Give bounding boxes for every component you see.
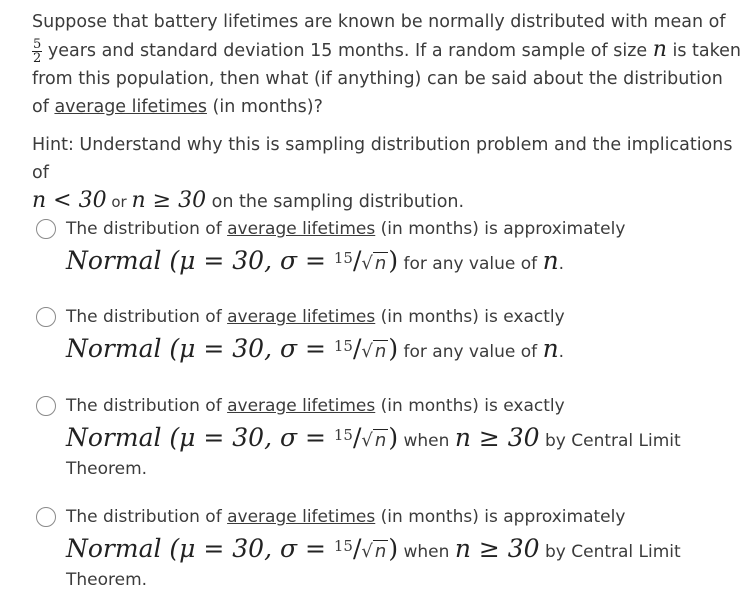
sigma-slash: / — [352, 534, 362, 563]
mean-fraction-numerator: 5 — [33, 36, 42, 52]
question-text — [32, 8, 744, 121]
option-underlined-term: average lifetimes — [227, 396, 376, 416]
option-line1 — [66, 304, 736, 330]
option-pre: The distribution of — [66, 307, 228, 327]
option-pre: The distribution of — [66, 507, 228, 527]
question-part3: is taken from this population, then what (if anything) can be said about the distribution of — [32, 41, 741, 117]
option-line1 — [66, 216, 736, 242]
question-underlined-term: average lifetimes — [54, 97, 207, 117]
hint-part2: on the sampling distribution. — [206, 192, 465, 212]
sigma-denominator: n — [374, 341, 387, 362]
option-line1 — [66, 393, 736, 419]
option-post: (in months) is exactly — [375, 396, 565, 416]
distribution-formula: Normal (μ = 30, σ = — [66, 334, 334, 363]
distribution-formula: Normal (μ = 30, σ = — [66, 534, 334, 563]
option-tail-variable: n ≥ 30 — [454, 423, 540, 452]
sqrt-symbol: √ — [361, 253, 373, 274]
answer-option-3[interactable] — [36, 393, 736, 481]
distribution-close: ) — [388, 246, 399, 275]
option-tail: for any value of — [398, 254, 543, 274]
sigma-denominator: n — [374, 430, 387, 451]
distribution-formula: Normal (μ = 30, σ = — [66, 246, 334, 275]
option-pre: The distribution of — [66, 219, 228, 239]
answer-option-4[interactable] — [36, 504, 736, 592]
distribution-close: ) — [388, 423, 399, 452]
option-tail: for any value of — [398, 342, 543, 362]
hint-or: or — [106, 193, 132, 211]
sigma-numerator: 15 — [333, 537, 353, 555]
option-line3: Theorem. — [66, 570, 148, 590]
sqrt-symbol: √ — [361, 341, 373, 362]
option-tail: when — [398, 542, 455, 562]
sigma-numerator: 15 — [333, 426, 353, 444]
option-tail-end: by Central Limit — [539, 431, 681, 451]
mean-fraction-denominator: 2 — [33, 50, 42, 66]
question-part2: years and standard deviation 15 months. If a random sample of size — [42, 41, 653, 61]
sample-size-variable: n — [652, 37, 667, 62]
option-tail-variable: n — [542, 334, 559, 363]
radio-button[interactable] — [36, 219, 56, 239]
sigma-slash: / — [352, 334, 362, 363]
option-tail-end: . — [558, 342, 565, 362]
option-tail-variable: n ≥ 30 — [454, 534, 540, 563]
option-post: (in months) is exactly — [375, 307, 565, 327]
answer-option-1[interactable] — [36, 216, 736, 280]
question-part4: (in months)? — [206, 97, 323, 117]
option-distribution-line — [66, 330, 736, 368]
radio-button[interactable] — [36, 507, 56, 527]
sigma-numerator: 15 — [333, 337, 353, 355]
sqrt-symbol: √ — [361, 541, 373, 562]
question-part1: Suppose that battery lifetimes are known be normally distributed with mean of — [32, 12, 726, 32]
option-line3: Theorem. — [66, 459, 148, 479]
sigma-slash: / — [352, 423, 362, 452]
distribution-close: ) — [388, 534, 399, 563]
distribution-close: ) — [388, 334, 399, 363]
sigma-denominator: n — [374, 253, 387, 274]
option-underlined-term: average lifetimes — [227, 507, 376, 527]
hint-condition-large: n ≥ 30 — [131, 188, 207, 213]
distribution-formula: Normal (μ = 30, σ = — [66, 423, 334, 452]
option-line1 — [66, 504, 736, 530]
option-distribution-line — [66, 242, 736, 280]
radio-button[interactable] — [36, 307, 56, 327]
sigma-denominator: n — [374, 541, 387, 562]
option-tail: when — [398, 431, 455, 451]
option-tail-end: by Central Limit — [539, 542, 681, 562]
option-tail-variable: n — [542, 246, 559, 275]
option-post: (in months) is approximately — [375, 219, 626, 239]
radio-button[interactable] — [36, 396, 56, 416]
option-distribution-line — [66, 530, 736, 568]
sigma-slash: / — [352, 246, 362, 275]
option-pre: The distribution of — [66, 396, 228, 416]
sqrt-symbol: √ — [361, 430, 373, 451]
hint-condition-small: n < 30 — [32, 188, 107, 213]
option-underlined-term: average lifetimes — [227, 219, 376, 239]
option-distribution-line — [66, 419, 736, 457]
answer-option-2[interactable] — [36, 304, 736, 368]
sigma-numerator: 15 — [333, 249, 353, 267]
option-post: (in months) is approximately — [375, 507, 626, 527]
hint-part1: Hint: Understand why this is sampling distribution problem and the implications of — [32, 135, 733, 183]
option-underlined-term: average lifetimes — [227, 307, 376, 327]
mean-fraction — [32, 38, 42, 65]
option-tail-end: . — [558, 254, 565, 274]
hint-text — [32, 131, 744, 216]
